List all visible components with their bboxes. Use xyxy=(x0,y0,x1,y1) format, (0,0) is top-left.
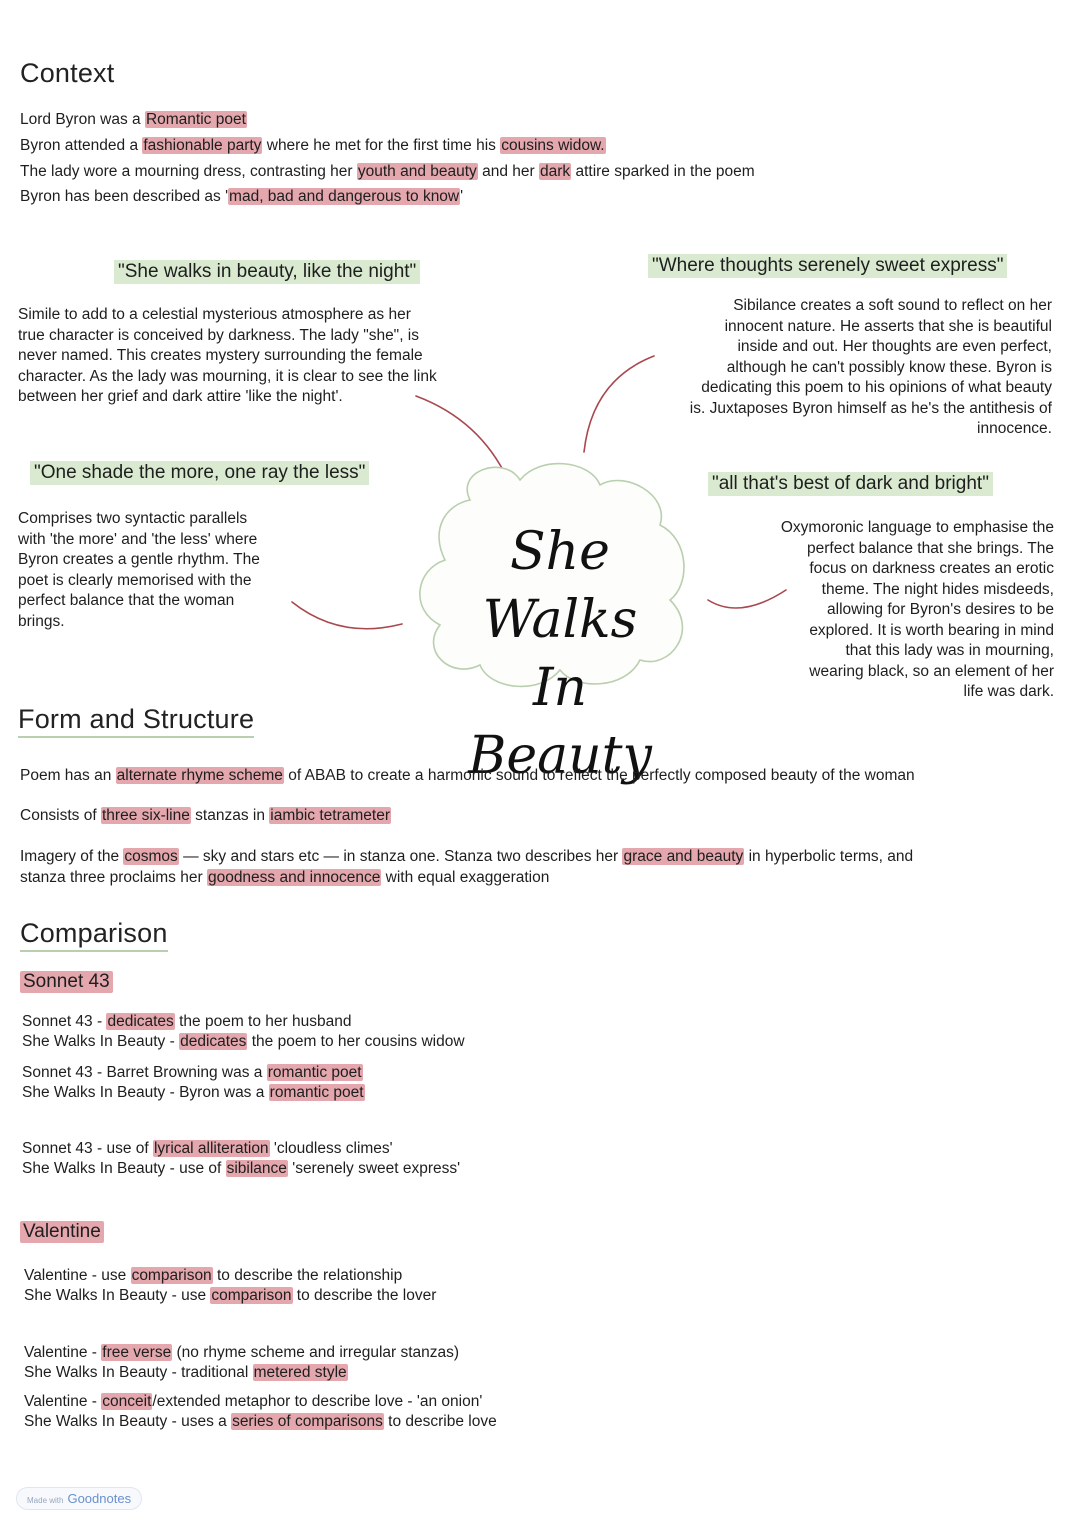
form-line: Imagery of the cosmos — sky and stars etc — in stanza one. Stanza two describes her grace and beauty in hyperbolic terms, and xyxy=(20,848,914,865)
context-line: Byron has been described as 'mad, bad and dangerous to know' xyxy=(20,188,464,205)
context-line: Lord Byron was a Romantic poet xyxy=(20,111,246,128)
highlighted-phrase: iambic tetrameter xyxy=(270,807,390,824)
highlighted-phrase: Romantic poet xyxy=(145,111,246,128)
valentine-heading: Valentine xyxy=(20,1221,104,1243)
highlighted-phrase: series of comparisons xyxy=(232,1413,383,1430)
quote-title: "One shade the more, one ray the less" xyxy=(30,461,369,485)
comparison-line: Valentine - use comparison to describe the relationship xyxy=(24,1267,403,1284)
quote-analysis: Oxymoronic language to emphasise the perfect balance that she brings. The focus on darkness creates an erotic theme. The night hides misdeeds, allowing for Byron's desires to be explored. It is worth bearing in mind that this lady was in mourning, wearing black, so an element of her life was dark. xyxy=(780,519,1054,700)
highlighted-phrase: sibilance xyxy=(226,1160,287,1177)
comparison-line: She Walks In Beauty - use of sibilance 'serenely sweet express' xyxy=(22,1160,461,1177)
center-title xyxy=(440,518,680,790)
highlighted-phrase: comparison xyxy=(211,1287,292,1304)
highlighted-phrase: metered style xyxy=(253,1364,347,1381)
highlighted-phrase: three six-line xyxy=(101,807,190,824)
highlighted-phrase: free verse xyxy=(102,1344,172,1361)
highlighted-phrase: alternate rhyme scheme xyxy=(116,767,283,784)
comparison-line: She Walks In Beauty - traditional metered style xyxy=(24,1364,347,1381)
context-line: The lady wore a mourning dress, contrasting her youth and beauty and her dark attire sparked in the poem xyxy=(20,163,755,180)
quote-title: "Where thoughts serenely sweet express" xyxy=(648,254,1007,278)
highlighted-phrase: romantic poet xyxy=(269,1084,364,1101)
highlighted-phrase: comparison xyxy=(131,1267,212,1284)
highlighted-phrase: dedicates xyxy=(107,1013,174,1030)
center-title-line1: She Walks xyxy=(482,522,638,650)
comparison-line: She Walks In Beauty - Byron was a romantic poet xyxy=(22,1084,364,1101)
highlighted-phrase: dedicates xyxy=(180,1033,247,1050)
highlighted-phrase: goodness and innocence xyxy=(207,869,381,886)
comparison-line: Sonnet 43 - use of lyrical alliteration 'cloudless climes' xyxy=(22,1140,393,1157)
highlighted-phrase: cosmos xyxy=(124,848,178,865)
connector-line xyxy=(292,602,402,629)
form-line: Consists of three six-line stanzas in iambic tetrameter xyxy=(20,807,390,824)
context-heading: Context xyxy=(20,58,115,88)
form-heading: Form and Structure xyxy=(18,704,254,738)
comparison-heading: Comparison xyxy=(20,918,168,952)
center-title-line2: In Beauty xyxy=(468,658,652,786)
sonnet-heading: Sonnet 43 xyxy=(20,971,113,993)
highlighted-phrase: grace and beauty xyxy=(623,848,744,865)
context-line: Byron attended a fashionable party where he met for the first time his cousins widow. xyxy=(20,137,605,154)
comparison-line: Sonnet 43 - dedicates the poem to her husband xyxy=(22,1013,352,1030)
form-line: stanza three proclaims her goodness and innocence with equal exaggeration xyxy=(20,869,550,886)
goodnotes-badge xyxy=(16,1487,142,1510)
quote-analysis: Simile to add to a celestial mysterious atmosphere as her true character is conceived by darkness. The lady "she", is never named. This creates mystery surrounding the female character. As the lady was mourning, it is clear to see the link between her grief and dark attire 'like the night'. xyxy=(18,306,437,405)
made-with-text: Made with xyxy=(27,1496,64,1505)
comparison-line: Valentine - conceit/extended metaphor to describe love - 'an onion' xyxy=(24,1393,483,1410)
highlighted-phrase: fashionable party xyxy=(143,137,262,154)
highlighted-phrase: youth and beauty xyxy=(357,163,477,180)
quote-title: "She walks in beauty, like the night" xyxy=(114,260,420,284)
connector-line xyxy=(708,590,786,608)
highlighted-phrase: cousins widow. xyxy=(501,137,605,154)
connector-line xyxy=(584,356,654,452)
comparison-line: She Walks In Beauty - dedicates the poem to her cousins widow xyxy=(22,1033,465,1050)
comparison-line: Sonnet 43 - Barret Browning was a romantic poet xyxy=(22,1064,362,1081)
brand-name: Goodnotes xyxy=(67,1491,132,1506)
quote-analysis: Comprises two syntactic parallels with 'the more' and 'the less' where Byron creates a gentle rhythm. The poet is clearly memorised with the perfect balance that the woman brings. xyxy=(18,510,260,630)
highlighted-phrase: lyrical alliteration xyxy=(153,1140,269,1157)
quote-title: "all that's best of dark and bright" xyxy=(708,472,993,496)
comparison-line: Valentine - free verse (no rhyme scheme and irregular stanzas) xyxy=(24,1344,460,1361)
highlighted-phrase: dark xyxy=(540,163,571,180)
comparison-line: She Walks In Beauty - uses a series of comparisons to describe love xyxy=(24,1413,497,1430)
comparison-line: She Walks In Beauty - use comparison to describe the lover xyxy=(24,1287,437,1304)
highlighted-phrase: romantic poet xyxy=(267,1064,362,1081)
form-line: Poem has an alternate rhyme scheme of ABAB to create a harmonic sound to reflect the perfectly composed beauty of the woman xyxy=(20,767,915,784)
quote-analysis: Sibilance creates a soft sound to reflect on her innocent nature. He asserts that she is beautiful inside and out. Her thoughts are even perfect, although he can't possibly know these. Byron is dedicating this poem to his opinions of what beauty is. Juxtaposes Byron himself as he's the antithesis of innocence. xyxy=(689,297,1052,437)
highlighted-phrase: mad, bad and dangerous to know xyxy=(229,188,460,205)
highlighted-phrase: conceit xyxy=(102,1393,152,1410)
